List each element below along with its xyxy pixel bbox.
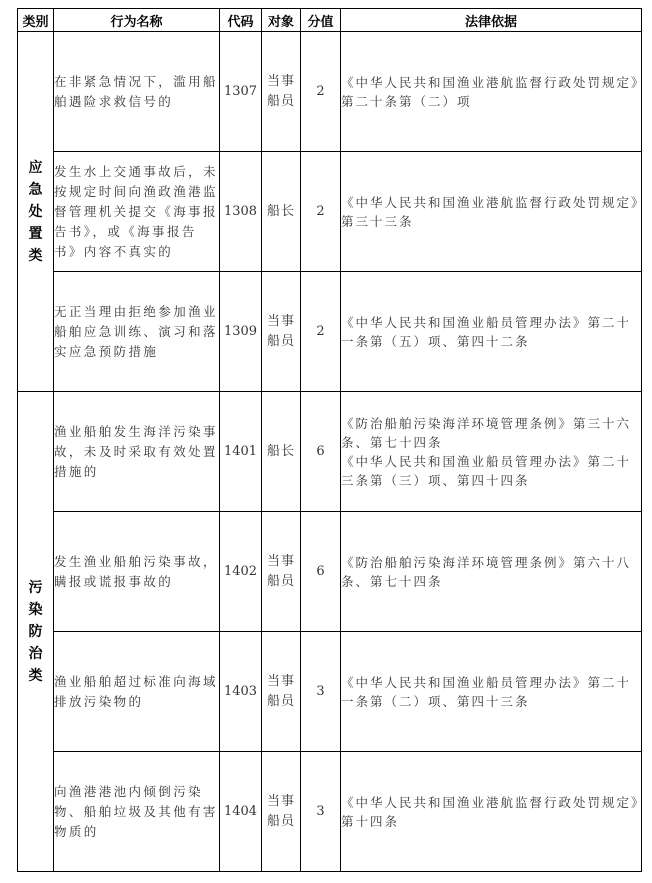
behavior-score: 3 xyxy=(301,752,341,872)
behavior-name: 发生渔业船舶污染事故，瞒报或谎报事故的 xyxy=(54,512,220,632)
table-row xyxy=(18,752,642,872)
penalty-points-table xyxy=(17,8,642,872)
header-name: 行为名称 xyxy=(54,9,220,32)
header-target: 对象 xyxy=(262,9,301,32)
category-cell xyxy=(18,32,54,392)
table-row xyxy=(18,32,642,152)
behavior-code: 1402 xyxy=(220,512,262,632)
legal-basis-line: 《中华人民共和国渔业船员管理办法》第二十三条第（三）项、第四十四条 xyxy=(341,453,632,488)
category-label: 污染防治类 xyxy=(28,579,43,684)
legal-basis xyxy=(341,512,642,632)
category-cell xyxy=(18,392,54,872)
table-row xyxy=(18,152,642,272)
legal-basis-line: 《防治船舶污染海洋环境管理条例》第三十六条、第七十四条 xyxy=(341,415,632,450)
table-row xyxy=(18,392,642,512)
legal-basis-line: 《防治船舶污染海洋环境管理条例》第六十八条、第七十四条 xyxy=(341,554,632,589)
legal-basis xyxy=(341,152,642,272)
behavior-score: 2 xyxy=(301,32,341,152)
target-text: 当事船员 xyxy=(266,553,295,589)
legal-basis-line: 《中华人民共和国渔业船员管理办法》第二十一条第（五）项、第四十二条 xyxy=(341,314,632,349)
behavior-score: 6 xyxy=(301,512,341,632)
behavior-code: 1307 xyxy=(220,32,262,152)
legal-basis xyxy=(341,272,642,392)
target-text: 当事船员 xyxy=(266,673,295,709)
target-text: 当事船员 xyxy=(266,313,295,349)
behavior-target xyxy=(262,32,301,152)
table-header-row xyxy=(18,9,642,32)
behavior-name: 无正当理由拒绝参加渔业船舶应急训练、演习和落实应急预防措施 xyxy=(54,272,220,392)
legal-basis xyxy=(341,752,642,872)
legal-basis-line: 《中华人民共和国渔业船员管理办法》第二十一条第（二）项、第四十三条 xyxy=(341,674,632,709)
table-row xyxy=(18,272,642,392)
category-label: 应急处置类 xyxy=(28,159,43,264)
legal-basis xyxy=(341,32,642,152)
header-category: 类别 xyxy=(18,9,54,32)
behavior-name: 渔业船舶发生海洋污染事故，未及时采取有效处置措施的 xyxy=(54,392,220,512)
behavior-name: 渔业船舶超过标准向海域排放污染物的 xyxy=(54,632,220,752)
header-basis: 法律依据 xyxy=(341,9,642,32)
behavior-target xyxy=(262,272,301,392)
behavior-code: 1403 xyxy=(220,632,262,752)
behavior-code: 1308 xyxy=(220,152,262,272)
legal-basis xyxy=(341,632,642,752)
behavior-target xyxy=(262,632,301,752)
target-text: 当事船员 xyxy=(266,793,295,829)
behavior-code: 1401 xyxy=(220,392,262,512)
legal-basis xyxy=(341,392,642,512)
header-score: 分值 xyxy=(301,9,341,32)
behavior-score: 2 xyxy=(301,272,341,392)
behavior-name: 向渔港港池内倾倒污染物、船舶垃圾及其他有害物质的 xyxy=(54,752,220,872)
behavior-code: 1309 xyxy=(220,272,262,392)
behavior-name: 在非紧急情况下，滥用船舶遇险求救信号的 xyxy=(54,32,220,152)
behavior-target xyxy=(262,512,301,632)
behavior-target xyxy=(262,752,301,872)
header-code: 代码 xyxy=(220,9,262,32)
table-row xyxy=(18,632,642,752)
behavior-score: 6 xyxy=(301,392,341,512)
legal-basis-line: 《中华人民共和国渔业港航监督行政处罚规定》第十四条 xyxy=(341,794,640,829)
behavior-name: 发生水上交通事故后，未按规定时间向渔政渔港监督管理机关提交《海事报告书》，或《海事报告书》内容不真实的 xyxy=(54,152,220,272)
target-text: 船长 xyxy=(266,443,295,459)
target-text: 船长 xyxy=(266,203,295,219)
behavior-target xyxy=(262,392,301,512)
behavior-score: 3 xyxy=(301,632,341,752)
behavior-code: 1404 xyxy=(220,752,262,872)
behavior-target xyxy=(262,152,301,272)
target-text: 当事船员 xyxy=(266,73,295,109)
table-row xyxy=(18,512,642,632)
behavior-score: 2 xyxy=(301,152,341,272)
legal-basis-line: 《中华人民共和国渔业港航监督行政处罚规定》第二十条第（二）项 xyxy=(341,74,640,109)
legal-basis-line: 《中华人民共和国渔业港航监督行政处罚规定》第三十三条 xyxy=(341,194,640,229)
